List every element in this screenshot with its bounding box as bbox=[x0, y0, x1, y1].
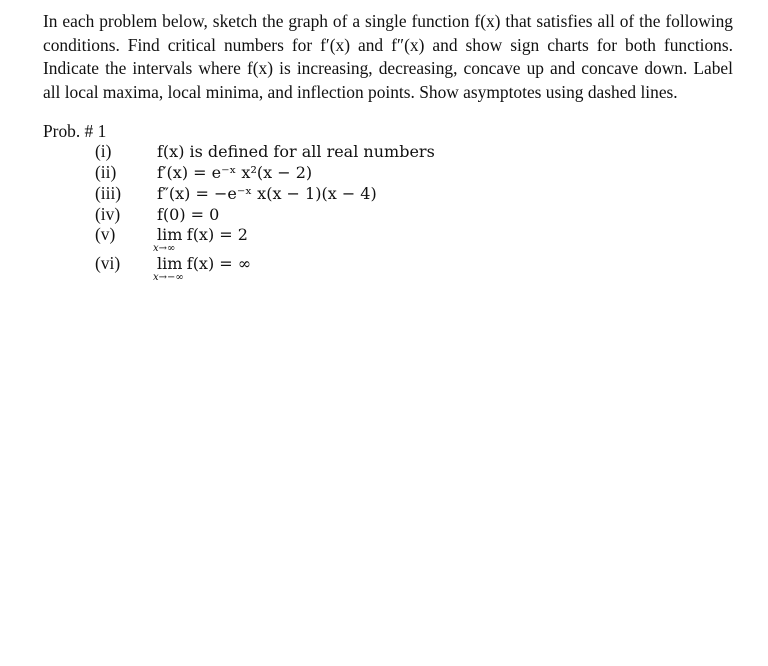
condition-i bbox=[95, 141, 435, 162]
condition-iii bbox=[95, 183, 377, 204]
condition-number: (iv) bbox=[95, 204, 121, 224]
condition-number: (ii) bbox=[95, 162, 117, 182]
instructions-line-2: conditions. Find critical numbers for f′(x) and f″(x) and show sign charts for both functions. bbox=[43, 34, 733, 55]
condition-expression: f″(x) = −e⁻ˣ x(x − 1)(x − 4) bbox=[157, 184, 377, 203]
limit-subscript: x→∞ bbox=[153, 243, 176, 254]
limit-operator bbox=[153, 254, 184, 283]
document-body bbox=[43, 10, 733, 283]
condition-expression: f(x) is defined for all real numbers bbox=[157, 142, 435, 161]
instructions-paragraph bbox=[43, 10, 733, 104]
limit-operator bbox=[153, 225, 183, 254]
condition-expression: f(x) = 2 bbox=[186, 225, 248, 244]
problem-label: Prob. # 1 bbox=[43, 121, 107, 141]
condition-number: (v) bbox=[95, 224, 116, 244]
limit-text: lim bbox=[157, 225, 183, 244]
condition-number: (i) bbox=[95, 141, 112, 161]
condition-iv bbox=[95, 204, 219, 225]
instructions-line-4: all local maxima, local minima, and inflection points. Show asymptotes using dashed lines. bbox=[43, 81, 678, 102]
limit-subscript: x→−∞ bbox=[153, 272, 184, 283]
condition-number: (iii) bbox=[95, 183, 122, 203]
condition-ii bbox=[95, 162, 312, 183]
instructions-line-3: Indicate the intervals where f(x) is increasing, decreasing, concave up and concave down. Label bbox=[43, 58, 733, 78]
limit-text: lim bbox=[157, 254, 183, 273]
condition-expression: f(0) = 0 bbox=[157, 205, 220, 224]
condition-number: (vi) bbox=[95, 253, 121, 273]
instructions-line-1: In each problem below, sketch the graph of a single function f(x) that satisfies all of the following bbox=[43, 11, 733, 31]
condition-vi bbox=[95, 253, 252, 283]
condition-expression: f′(x) = e⁻ˣ x²(x − 2) bbox=[157, 163, 313, 182]
condition-expression: f(x) = ∞ bbox=[186, 254, 252, 273]
condition-v bbox=[95, 224, 248, 254]
